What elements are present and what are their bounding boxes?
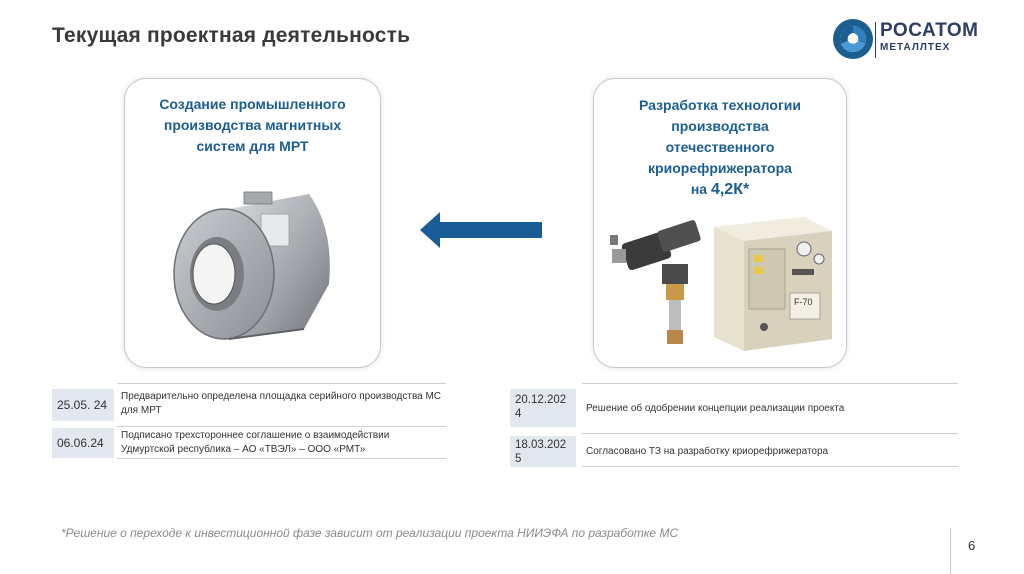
card-title-cryocooler-text: Разработка технологии производства отечественного криорефрижератора на [638,97,801,197]
logo-divider [875,22,876,58]
card-title-cryocooler [594,95,846,200]
compressor-model-label: F-70 [794,297,813,307]
milestone-text: Подписано трехстороннее соглашение о взаимодействии Удмуртской республика – АО «ТВЭЛ» – ООО «РМТ» [117,426,446,459]
footer-divider [950,528,951,574]
milestone-text: Предварительно определена площадка серийного производства МС для МРТ [117,383,446,427]
footnote: *Решение о переходе к инвестиционной фазе зависит от реализации проекта НИИЭФА по разработке МС [61,526,679,540]
milestone-text: Согласовано ТЗ на разработку криорефрижератора [582,433,958,467]
card-cryocooler [593,78,847,368]
rosatom-logo [832,18,992,64]
atom-icon [832,18,874,60]
milestone-date: 18.03.2025 [510,436,576,467]
milestone-date: 06.06.24 [52,428,114,458]
mri-magnet-image [169,189,339,349]
page-number: 6 [968,538,976,553]
card-title-temperature: 4,2К* [710,181,750,198]
milestone-date: 20.12.2024 [510,389,576,427]
milestone-text: Решение об одобрении концепции реализации проекта [582,383,958,434]
card-title-mri: Создание промышленного производства магнитных систем для МРТ [159,96,346,154]
card-mri-magnets [124,78,381,368]
milestone-date: 25.05. 24 [52,389,114,421]
compressor-icon [714,217,832,351]
cryocooler-image [604,209,836,359]
logo-name: РОСАТОМ [880,20,979,41]
cold-head-icon [610,219,701,344]
logo-subtitle: МЕТАЛЛТЕХ [880,42,951,53]
page-title: Текущая проектная деятельность [52,24,411,47]
arrow-left-icon [420,210,544,250]
